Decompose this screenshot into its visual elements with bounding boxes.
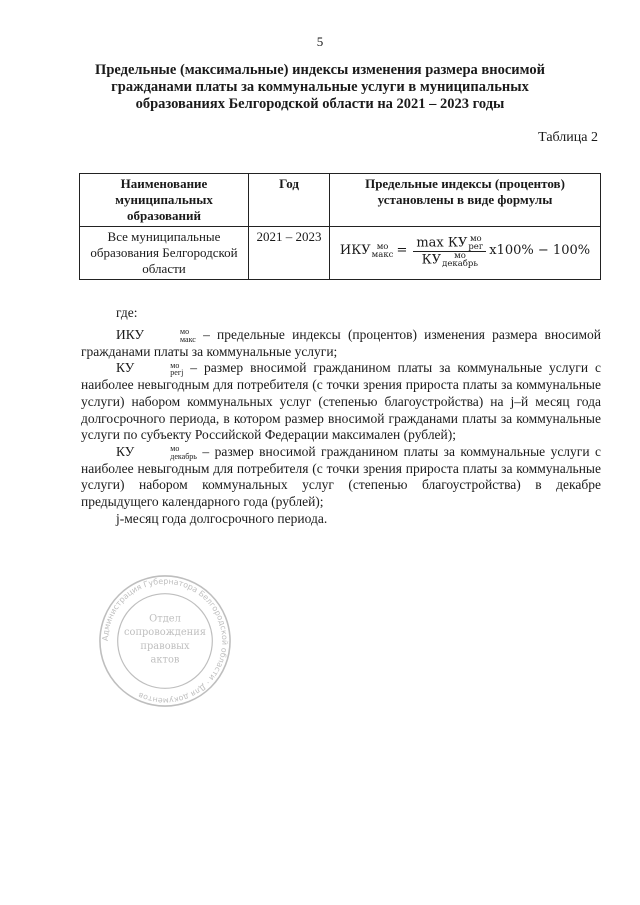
cell-formula	[330, 227, 601, 280]
formula-lhs: ИКУ	[339, 243, 371, 258]
formula-tail: x100% − 100%	[489, 243, 591, 258]
formula-lhs-sub: макс	[371, 250, 394, 260]
stamp-line-3: правовых	[140, 640, 190, 652]
where-label: где:	[116, 305, 138, 320]
cell-years: 2021 – 2023	[249, 227, 330, 280]
header-year: Год	[249, 174, 330, 227]
header-formula: Предельные индексы (процентов) установлены в виде формулы	[330, 174, 601, 227]
definition-ku-dec: КУ мо декабрь – размер вносимой гражданином платы за коммунальные услуги с наиболее невыгодным для потребителя (с точки зрения прироста платы за коммунальные услуги) набором коммунальных услуг (степенью благоустройства) в декабре предыдущего календарного года (рублей);	[81, 443, 601, 510]
stamp-ring-text: Администрация Губернатора Белгородской области · Для документов	[100, 576, 230, 706]
formula-numerator: max КУ мо рег	[413, 235, 486, 252]
index-table	[79, 173, 601, 280]
stamp-line-2: сопровождения	[124, 627, 206, 639]
definition-ku-regj: КУ мо peгj – размер вносимой гражданином платы за коммунальные услуги с наиболее невыгодным для потребителя (с точки зрения прироста платы за коммунальные услуги) набором коммунальных услуг (степенью благоустройства) на j–й месяц года долгосрочного периода, в котором размер вносимой гражданами платы за коммунальные услуги по субъекту Российской Федерации максимален (рублей);	[81, 360, 601, 443]
cell-municipality: Все муниципальные образования Белгородской области	[80, 227, 249, 280]
formula-equals: =	[396, 243, 408, 258]
definition-j: j-месяц года долгосрочного периода.	[116, 510, 328, 526]
index-formula	[334, 229, 596, 273]
document-title: Предельные (максимальные) индексы изменения размера вносимой гражданами платы за коммунальные услуги в муниципальных образованиях Белгородской области на 2021 – 2023 годы	[95, 62, 545, 112]
page-number: 5	[316, 34, 324, 49]
formula-lhs-sup: мо	[376, 242, 389, 252]
official-stamp	[96, 572, 234, 710]
table-label: Таблица 2	[538, 130, 598, 145]
header-municipality: Наименование муниципальных образований	[80, 174, 249, 227]
stamp-line-1: Отдел	[149, 613, 181, 625]
definitions	[81, 327, 601, 527]
definition-iku: ИКУ мо макс – предельные индексы (процентов) изменения размера вносимой гражданами платы за коммунальные услуги;	[81, 327, 601, 359]
stamp-line-4: актов	[150, 654, 180, 666]
formula-fraction	[413, 235, 486, 268]
table-row	[80, 227, 601, 280]
formula-denominator: КУ мо декабрь	[421, 250, 478, 269]
table-header-row	[80, 174, 601, 227]
